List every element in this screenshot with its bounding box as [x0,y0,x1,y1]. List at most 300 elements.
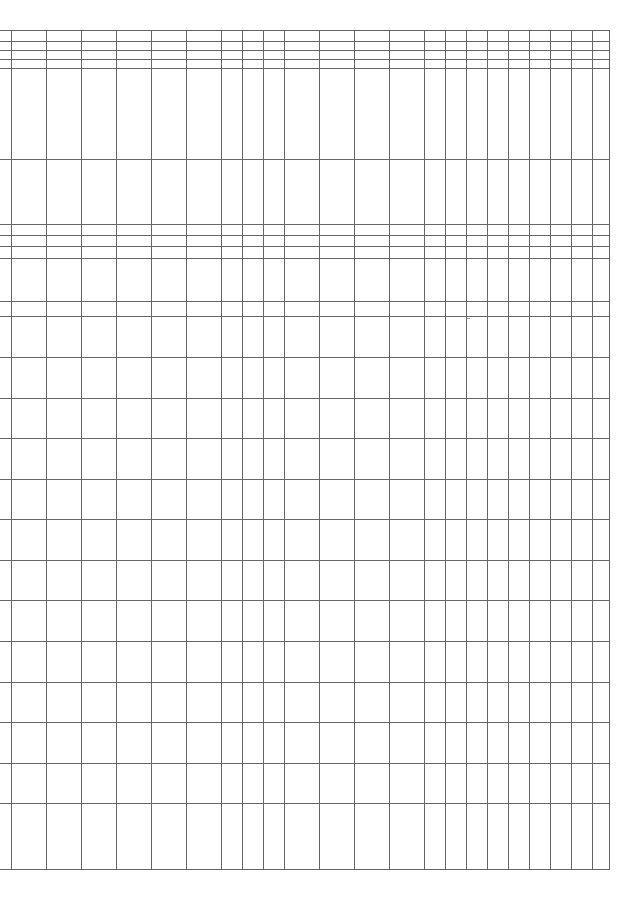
table-cell [0,763,12,804]
table-cell [187,301,222,317]
table-row [222,31,243,870]
table-cell [117,601,152,642]
table-cell [152,69,187,159]
table-cell [320,159,355,224]
table-cell [509,159,530,224]
table-cell [530,301,551,317]
table-cell [446,398,467,439]
table-cell [425,69,446,159]
table-cell [572,301,593,317]
table-cell [222,601,243,642]
table-cell [390,398,425,439]
table-cell [572,439,593,480]
column-header [593,60,610,69]
table-cell [425,763,446,804]
table-cell [551,60,572,69]
table-cell [509,51,530,60]
table-cell [551,763,572,804]
table-cell [222,479,243,520]
table-cell [222,51,243,60]
table-cell [446,42,467,51]
table-cell [509,42,530,51]
table-cell [243,159,264,224]
table-cell [117,479,152,520]
table-cell [12,301,47,317]
table-row [285,31,320,870]
table-cell [572,69,593,159]
table-cell [285,682,320,723]
table-cell [82,804,117,870]
table-cell [572,560,593,601]
table-cell [243,804,264,870]
table-cell [152,804,187,870]
table-cell [355,479,390,520]
table-cell [12,247,47,258]
table-cell [530,317,551,358]
table-cell [390,520,425,561]
table-cell [355,682,390,723]
table-cell [467,31,488,42]
table-cell [551,317,572,358]
table-cell [285,601,320,642]
table-cell [509,60,530,69]
table-cell [446,682,467,723]
table-cell [320,258,355,301]
table-row [82,31,117,870]
table-cell [12,51,47,60]
table-cell [187,804,222,870]
table-cell [572,317,593,358]
table-cell [117,439,152,480]
table-cell [551,247,572,258]
table-cell [285,301,320,317]
table-cell [551,42,572,51]
table-cell [509,520,530,561]
table-cell [243,479,264,520]
table-cell [243,642,264,683]
table-cell [243,42,264,51]
table-cell [82,723,117,764]
table-cell [572,258,593,301]
table-cell [390,682,425,723]
table-cell [264,763,285,804]
table-cell [390,763,425,804]
table-cell [572,247,593,258]
table-cell [117,804,152,870]
table-cell [320,236,355,247]
table-cell [117,642,152,683]
table-cell [530,601,551,642]
table-cell [488,69,509,159]
table-cell [446,236,467,247]
table-cell [264,301,285,317]
table-row [572,31,593,870]
table-cell [117,60,152,69]
table-cell [320,224,355,235]
table-cell [222,357,243,398]
table-cell [264,317,285,358]
column-header [593,69,610,159]
table-cell [47,42,82,51]
table-cell [425,398,446,439]
table-cell [446,520,467,561]
table-cell [47,601,82,642]
table-cell [572,42,593,51]
table-cell [425,247,446,258]
table-cell [264,723,285,764]
table-cell [530,479,551,520]
table-cell [12,439,47,480]
table-cell [446,560,467,601]
table-cell [320,804,355,870]
table-cell [117,763,152,804]
table-cell [152,258,187,301]
table-cell [551,224,572,235]
table-cell [47,317,82,358]
column-header [593,601,610,642]
table-cell [117,159,152,224]
table-cell [509,642,530,683]
table-cell [285,51,320,60]
column-header [593,236,610,247]
table-cell [117,301,152,317]
column-header [593,520,610,561]
table-cell [488,560,509,601]
table-cell [425,159,446,224]
table-cell [82,247,117,258]
table-cell [551,357,572,398]
table-cell [82,763,117,804]
table-cell [187,317,222,358]
table-cell [82,258,117,301]
table-cell [390,31,425,42]
table-cell [530,42,551,51]
table-cell [446,301,467,317]
table-cell [47,224,82,235]
table-cell [467,682,488,723]
table-cell [425,301,446,317]
table-cell [47,804,82,870]
table-cell [243,317,264,358]
table-cell [47,31,82,42]
table-cell [488,520,509,561]
column-header [593,804,610,870]
table-cell [187,682,222,723]
table-cell [152,31,187,42]
table-cell [47,682,82,723]
table-cell [222,317,243,358]
table-cell [187,520,222,561]
table-cell [488,51,509,60]
table-cell [446,60,467,69]
table-cell [243,60,264,69]
table-cell [243,763,264,804]
table-cell [47,236,82,247]
table-cell [390,301,425,317]
table-cell [467,723,488,764]
table-cell [264,258,285,301]
table-cell [320,520,355,561]
table-cell [12,479,47,520]
table-cell [82,159,117,224]
table-cell [467,560,488,601]
column-header [593,247,610,258]
table-cell [530,357,551,398]
table-cell [446,69,467,159]
table-cell [264,31,285,42]
table-cell [355,224,390,235]
table-cell [355,723,390,764]
table-cell [446,247,467,258]
table-cell [488,357,509,398]
table-cell [82,51,117,60]
table-cell [509,357,530,398]
table-cell [152,357,187,398]
table-cell [320,31,355,42]
table-cell [187,159,222,224]
table-cell [572,398,593,439]
table-cell [572,723,593,764]
table-row [551,31,572,870]
table-cell [509,31,530,42]
table-cell [509,763,530,804]
table-cell [530,69,551,159]
table-cell [222,520,243,561]
table-cell [320,357,355,398]
table-cell [488,60,509,69]
table-cell [467,42,488,51]
table-cell [47,357,82,398]
table-cell [355,236,390,247]
table-cell [47,439,82,480]
column-header [593,357,610,398]
table-cell [243,258,264,301]
table-cell [488,317,509,358]
table-cell [117,520,152,561]
table-cell [467,301,488,317]
table-cell [446,51,467,60]
table-cell [530,51,551,60]
table-cell [390,224,425,235]
table-cell [509,236,530,247]
table-cell [425,560,446,601]
table-cell [0,439,12,480]
column-header [593,642,610,683]
table-cell [152,439,187,480]
table-cell [530,520,551,561]
table-cell [509,317,530,358]
table-cell [530,763,551,804]
column-header [593,682,610,723]
table-cell [117,42,152,51]
table-row [187,31,222,870]
table-cell [82,439,117,480]
table-cell [488,42,509,51]
table-cell [509,723,530,764]
table-cell [488,479,509,520]
table-cell [285,31,320,42]
table-cell [222,247,243,258]
table-cell [530,31,551,42]
table-cell [572,31,593,42]
table-cell [12,763,47,804]
table-cell [243,301,264,317]
table-cell [390,439,425,480]
table-cell [425,236,446,247]
table-cell [264,642,285,683]
table-cell [320,301,355,317]
table-cell [355,301,390,317]
table-cell [488,601,509,642]
table-cell [425,804,446,870]
table-cell [187,723,222,764]
table-cell [285,69,320,159]
table-cell [572,236,593,247]
table-cell [264,601,285,642]
table-cell [551,51,572,60]
table-cell [0,642,12,683]
table-cell [551,69,572,159]
table-cell [320,682,355,723]
table-cell [488,236,509,247]
table-cell [117,224,152,235]
table-cell [551,601,572,642]
table-cell [390,357,425,398]
table-cell [355,51,390,60]
table-cell [551,398,572,439]
table-cell [467,51,488,60]
table-cell [320,479,355,520]
table-cell [152,479,187,520]
table-cell [117,723,152,764]
table-cell [509,560,530,601]
table-cell [187,601,222,642]
table-cell [355,69,390,159]
table-cell [243,560,264,601]
table-cell [187,479,222,520]
table-cell [390,642,425,683]
table-cell [530,439,551,480]
table-cell [12,317,47,358]
table-cell [82,60,117,69]
table-cell [572,51,593,60]
table-cell [187,60,222,69]
table-cell [82,682,117,723]
table-cell [12,236,47,247]
table-cell [390,60,425,69]
table-cell [320,601,355,642]
table-cell [355,601,390,642]
table-cell [320,42,355,51]
table-cell [12,398,47,439]
table-cell [285,357,320,398]
table-cell [187,439,222,480]
table-cell [285,479,320,520]
column-header [593,398,610,439]
table-cell [551,723,572,764]
table-cell [509,398,530,439]
table-cell [509,439,530,480]
table-cell [264,804,285,870]
table-cell [187,42,222,51]
table-cell [12,258,47,301]
table-cell [551,479,572,520]
table-row [509,31,530,870]
table-row [446,31,467,870]
table-cell [425,258,446,301]
table-cell [0,224,12,235]
table-cell [355,317,390,358]
column-header [593,301,610,317]
table-cell [467,159,488,224]
table-cell [47,51,82,60]
table-cell [530,723,551,764]
table-cell [320,642,355,683]
table-cell [82,31,117,42]
table-cell [222,439,243,480]
table-header-row [593,31,610,870]
table-cell [446,31,467,42]
table-cell [467,642,488,683]
table-cell [264,42,285,51]
table-cell [467,236,488,247]
table-cell [117,398,152,439]
table-cell [320,723,355,764]
table-cell [320,317,355,358]
table-cell [47,398,82,439]
table-cell [467,520,488,561]
table-cell [117,236,152,247]
table-cell [446,601,467,642]
table-cell [0,317,12,358]
table-cell [551,682,572,723]
table-cell [425,60,446,69]
table-cell [264,236,285,247]
table-cell [12,31,47,42]
table-cell [222,258,243,301]
table-cell [243,601,264,642]
table-cell [0,398,12,439]
table-cell [425,642,446,683]
table-cell [488,301,509,317]
table-cell [320,60,355,69]
table-cell [82,560,117,601]
table-cell [152,560,187,601]
table-cell [152,723,187,764]
table-cell [12,723,47,764]
table-cell [320,398,355,439]
table-cell [222,60,243,69]
table-cell [488,804,509,870]
table-cell [243,224,264,235]
table-cell [320,69,355,159]
table-cell [243,236,264,247]
table-cell [0,31,12,42]
table-cell [509,682,530,723]
table-cell [572,763,593,804]
table-cell [117,31,152,42]
table-cell [530,258,551,301]
table-cell [572,479,593,520]
table-cell [243,723,264,764]
table-cell [0,159,12,224]
table-cell [285,159,320,224]
table-cell [285,224,320,235]
table-cell [152,224,187,235]
table-cell [187,247,222,258]
table-cell [243,51,264,60]
table-cell [222,723,243,764]
